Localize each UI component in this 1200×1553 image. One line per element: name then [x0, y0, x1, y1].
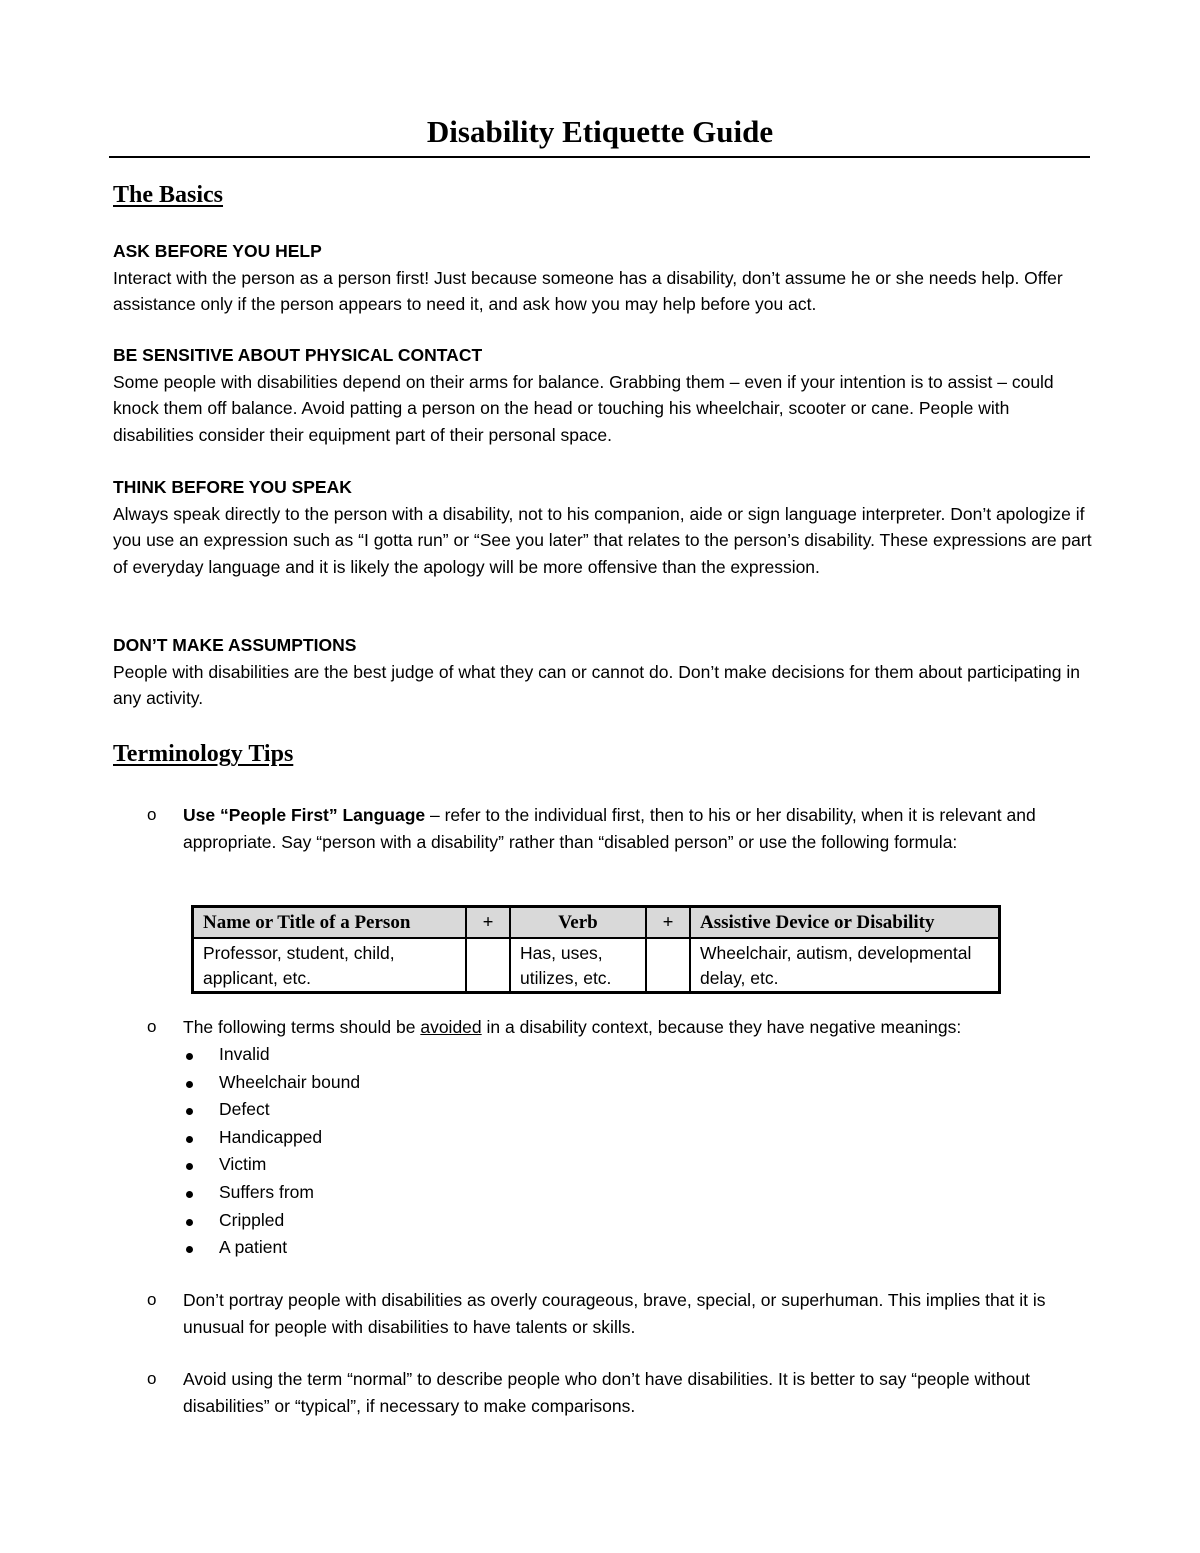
- list-marker: o: [147, 1290, 157, 1309]
- tip-text: [183, 1014, 1093, 1041]
- table-cell: Wheelchair, autism, developmental delay, etc.: [690, 938, 1000, 993]
- list-marker: o: [147, 805, 157, 824]
- term: Handicapped: [219, 1126, 323, 1147]
- emphasis-underlined: avoided: [420, 1017, 482, 1037]
- header-verb: Verb: [510, 907, 646, 939]
- paragraph: Interact with the person as a person first! Just because someone has a disability, don’t assume he or she needs help. Offer assistance only if the person appears to need it, and ask how you may help before you act.: [113, 267, 1063, 314]
- basics-item-think-before-speak: [113, 474, 1093, 580]
- tip-body: The following terms should be: [183, 1017, 421, 1037]
- tip-text: [183, 802, 1093, 855]
- table-cell: [646, 938, 690, 993]
- tip-terms-to-avoid: [113, 1014, 1093, 1041]
- tip-lead: Use “People First” Language: [183, 805, 426, 825]
- tip-not-superhuman: [113, 1287, 1093, 1340]
- list-item: [184, 1179, 360, 1207]
- header-plus: +: [646, 907, 690, 939]
- header-plus: +: [466, 907, 510, 939]
- term: Invalid: [219, 1044, 270, 1064]
- tip-text: Don’t portray people with disabilities as overly courageous, brave, special, or superhuman. This implies that it is unusual for people with disabilities to have talents or skills.: [183, 1290, 1046, 1337]
- basics-item-physical-contact: [113, 342, 1093, 448]
- tip-body: in a disability context, because they have negative meanings:: [481, 1017, 962, 1037]
- term: Wheelchair bound: [219, 1071, 361, 1092]
- list-item: [184, 1069, 360, 1097]
- list-marker: o: [147, 1017, 157, 1036]
- term: Victim: [219, 1154, 267, 1175]
- avoid-terms-list: [184, 1041, 360, 1262]
- tip-avoid-normal: [113, 1366, 1093, 1419]
- basics-item-no-assumptions: [113, 632, 1093, 712]
- title-divider: [109, 156, 1090, 158]
- list-item: [184, 1096, 360, 1124]
- subheading: THINK BEFORE YOU SPEAK: [113, 477, 352, 497]
- paragraph: Some people with disabilities depend on their arms for balance. Grabbing them – even if your intention is to assist – could knock them off balance. Avoid patting a person on the head or touching his wheelchair, scooter or cane. People with disabilities consider their equipment part of their personal space.: [113, 371, 1054, 445]
- term: A patient: [219, 1237, 288, 1258]
- header-assistive-device: Assistive Device or Disability: [690, 907, 1000, 939]
- list-item: [184, 1151, 360, 1179]
- tip-text: Avoid using the term “normal” to describe people who don’t have disabilities. It is better to say “people without disabilities” or “typical”, if necessary to make comparisons.: [183, 1369, 1030, 1416]
- subheading: DON’T MAKE ASSUMPTIONS: [113, 635, 357, 655]
- tip-body: – refer to the individual first, then to his or her disability, when it is relevant and appropriate. Say “person with a disability” rather than “disabled person” or use the following formula:: [183, 805, 1036, 852]
- term: Defect: [219, 1099, 270, 1120]
- term: Suffers from: [219, 1181, 314, 1202]
- table-cell: Has, uses, utilizes, etc.: [510, 938, 646, 993]
- people-first-formula-table: [191, 905, 1001, 994]
- list-item: [184, 1234, 360, 1262]
- bullet-icon: [186, 1136, 193, 1143]
- paragraph: People with disabilities are the best judge of what they can or cannot do. Don’t make decisions for them about participating in any activity.: [113, 661, 1080, 708]
- header-name-or-title: Name or Title of a Person: [193, 907, 467, 939]
- bullet-icon: [186, 1191, 193, 1198]
- table-row: [193, 938, 1000, 993]
- bullet-icon: [186, 1053, 193, 1060]
- bullet-icon: [186, 1108, 193, 1115]
- paragraph: Always speak directly to the person with a disability, not to his companion, aide or sign language interpreter. Don’t apologize if you use an expression such as “I gotta run” or “See you later” that relates to the person’s disability. These expressions are part of everyday language and it is likely the apology will be more offensive than the expression.: [113, 503, 1092, 577]
- document-title: Disability Etiquette Guide: [426, 114, 774, 149]
- tip-people-first: [113, 802, 1093, 855]
- section-heading-terminology: Terminology Tips: [113, 741, 294, 767]
- list-item: [184, 1124, 360, 1152]
- list-marker: o: [147, 1369, 157, 1388]
- table-cell: Professor, student, child, applicant, etc.: [193, 938, 467, 993]
- bullet-icon: [186, 1163, 193, 1170]
- subheading: ASK BEFORE YOU HELP: [113, 241, 322, 261]
- list-item: [184, 1041, 360, 1069]
- bullet-icon: [186, 1219, 193, 1226]
- table-cell: [466, 938, 510, 993]
- bullet-icon: [186, 1081, 193, 1088]
- section-heading-basics: The Basics: [113, 182, 224, 208]
- bullet-icon: [186, 1246, 193, 1253]
- basics-item-ask-before-help: [113, 238, 1093, 318]
- list-item: [184, 1207, 360, 1235]
- subheading: BE SENSITIVE ABOUT PHYSICAL CONTACT: [113, 345, 483, 365]
- table-header-row: [193, 907, 1000, 939]
- term: Crippled: [219, 1209, 285, 1230]
